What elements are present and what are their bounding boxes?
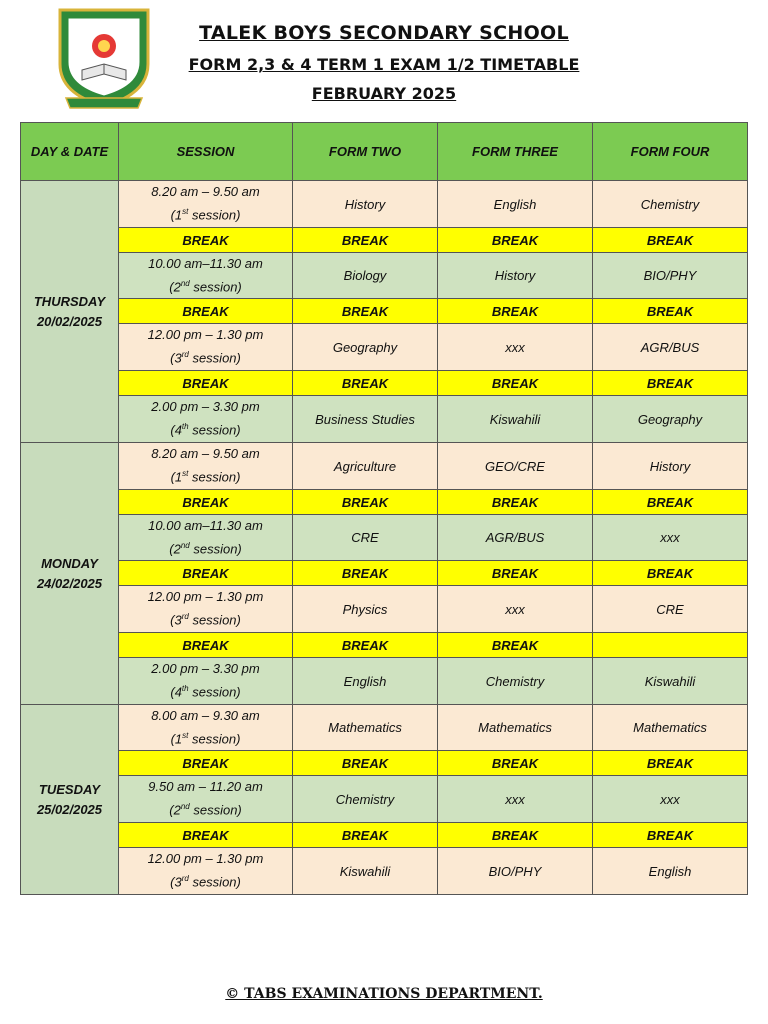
subject-cell: Chemistry — [593, 181, 748, 228]
break-cell: BREAK — [119, 633, 293, 658]
subject-cell: Business Studies — [293, 396, 438, 443]
break-cell: BREAK — [119, 823, 293, 848]
break-cell: BREAK — [438, 490, 593, 515]
session-row — [21, 396, 748, 443]
session-row — [21, 515, 748, 561]
column-header: FORM FOUR — [593, 123, 748, 181]
subject-cell: CRE — [593, 586, 748, 633]
session-time: 12.00 pm – 1.30 pm — [147, 851, 264, 867]
session-ordinal-suffix: nd — [180, 540, 190, 550]
break-row — [21, 299, 748, 324]
session-word: session — [192, 207, 237, 223]
subject-cell: History — [293, 181, 438, 228]
session-word: session — [193, 541, 238, 557]
break-cell: BREAK — [593, 299, 748, 324]
break-cell: BREAK — [593, 751, 748, 776]
page-header — [0, 0, 768, 118]
exam-title: FORM 2,3 & 4 TERM 1 EXAM 1/2 TIMETABLE — [188, 55, 580, 74]
subject-cell: History — [593, 443, 748, 490]
break-cell: BREAK — [438, 371, 593, 396]
break-cell: BREAK — [593, 371, 748, 396]
break-cell: BREAK — [438, 561, 593, 586]
session-row — [21, 324, 748, 371]
session-number: (3rd session) — [170, 350, 241, 366]
session-number: (2nd session) — [169, 540, 242, 557]
session-time-cell — [119, 396, 293, 443]
session-ordinal-suffix: nd — [180, 802, 190, 812]
session-ordinal: 3 — [174, 874, 182, 890]
subject-cell: xxx — [438, 324, 593, 371]
subject-cell: GEO/CRE — [438, 443, 593, 490]
session-number: (3rd session) — [170, 612, 241, 628]
break-row — [21, 823, 748, 848]
column-header: SESSION — [119, 123, 293, 181]
subject-cell: Biology — [293, 253, 438, 299]
session-time-cell — [119, 181, 293, 228]
session-time-cell — [119, 443, 293, 490]
day-date-cell — [21, 443, 119, 705]
break-cell: BREAK — [593, 228, 748, 253]
break-cell: BREAK — [438, 299, 593, 324]
break-cell: BREAK — [293, 823, 438, 848]
session-time-cell — [119, 776, 293, 823]
session-ordinal: 1 — [174, 469, 183, 485]
session-number: (4th session) — [170, 422, 241, 438]
break-cell: BREAK — [119, 371, 293, 396]
session-row — [21, 848, 748, 895]
session-number: (4th session) — [170, 684, 241, 700]
subject-cell: Kiswahili — [293, 848, 438, 895]
session-time-cell — [119, 848, 293, 895]
session-row — [21, 443, 748, 490]
session-ordinal: 4 — [174, 422, 182, 438]
break-cell: BREAK — [293, 633, 438, 658]
subject-cell: Mathematics — [438, 705, 593, 751]
session-ordinal: 3 — [174, 350, 182, 366]
session-time-cell — [119, 253, 293, 299]
column-header: FORM THREE — [438, 123, 593, 181]
session-word: session — [192, 684, 237, 700]
break-cell: BREAK — [293, 751, 438, 776]
session-word: session — [192, 350, 237, 366]
session-time: 12.00 pm – 1.30 pm — [147, 589, 264, 605]
break-row — [21, 228, 748, 253]
session-time: 2.00 pm – 3.30 pm — [151, 399, 260, 415]
session-ordinal-suffix: th — [181, 684, 189, 694]
school-crest-logo — [52, 6, 156, 110]
session-time-cell — [119, 658, 293, 705]
session-time-cell — [119, 324, 293, 371]
session-time: 10.00 am–11.30 am — [148, 255, 263, 271]
subject-cell: Chemistry — [293, 776, 438, 823]
day-name: THURSDAY — [33, 293, 106, 309]
exam-timetable — [20, 122, 748, 895]
session-time-cell — [119, 515, 293, 561]
footer-copyright: © TABS EXAMINATIONS DEPARTMENT. — [225, 986, 543, 1002]
session-time: 8.20 am – 9.50 am — [151, 184, 260, 200]
break-cell: BREAK — [293, 299, 438, 324]
subject-cell: Physics — [293, 586, 438, 633]
session-ordinal: 1 — [174, 731, 183, 747]
subject-cell: Chemistry — [438, 658, 593, 705]
day-date: 24/02/2025 — [36, 575, 103, 591]
session-number: (1st session) — [170, 730, 241, 747]
subject-cell: xxx — [438, 586, 593, 633]
break-cell: BREAK — [593, 490, 748, 515]
session-row — [21, 586, 748, 633]
subject-cell: BIO/PHY — [438, 848, 593, 895]
session-number: (1st session) — [170, 469, 241, 485]
day-name: MONDAY — [41, 555, 98, 571]
session-row — [21, 776, 748, 823]
break-row — [21, 561, 748, 586]
session-number: (3rd session) — [170, 874, 241, 890]
session-ordinal: 4 — [174, 684, 182, 700]
session-ordinal-suffix: rd — [181, 350, 189, 360]
session-word: session — [192, 422, 237, 438]
session-ordinal-suffix: nd — [180, 278, 190, 288]
session-number: (2nd session) — [169, 802, 242, 818]
session-ordinal-suffix: st — [182, 469, 189, 479]
session-word: session — [192, 731, 237, 747]
day-name: TUESDAY — [38, 781, 101, 797]
day-date: 25/02/2025 — [36, 801, 103, 817]
session-time: 8.20 am – 9.50 am — [151, 446, 260, 462]
school-name: TALEK BOYS SECONDARY SCHOOL — [199, 22, 569, 44]
break-cell: BREAK — [593, 561, 748, 586]
break-row — [21, 371, 748, 396]
break-cell: BREAK — [119, 299, 293, 324]
subject-cell: Kiswahili — [438, 396, 593, 443]
session-row — [21, 181, 748, 228]
session-row — [21, 658, 748, 705]
subject-cell: English — [293, 658, 438, 705]
session-word: session — [193, 279, 238, 295]
break-cell: BREAK — [119, 751, 293, 776]
session-time-cell — [119, 705, 293, 751]
break-cell: BREAK — [119, 561, 293, 586]
subject-cell: AGR/BUS — [438, 515, 593, 561]
subject-cell: History — [438, 253, 593, 299]
column-header: DAY & DATE — [21, 123, 119, 181]
session-ordinal-suffix: rd — [181, 612, 189, 622]
subject-cell: Geography — [593, 396, 748, 443]
session-number: (1st session) — [170, 207, 241, 223]
subject-cell: xxx — [593, 776, 748, 823]
session-number: (2nd session) — [169, 278, 242, 295]
break-cell — [593, 633, 748, 658]
column-header: FORM TWO — [293, 123, 438, 181]
subject-cell: English — [438, 181, 593, 228]
session-time: 8.00 am – 9.30 am — [151, 707, 260, 723]
session-time: 9.50 am – 11.20 am — [148, 779, 263, 795]
break-row — [21, 490, 748, 515]
break-cell: BREAK — [119, 490, 293, 515]
break-cell: BREAK — [438, 751, 593, 776]
subject-cell: Mathematics — [293, 705, 438, 751]
day-date-cell — [21, 705, 119, 895]
table-header-row — [21, 123, 748, 181]
session-ordinal: 3 — [174, 612, 182, 628]
subject-cell: AGR/BUS — [593, 324, 748, 371]
break-cell: BREAK — [293, 228, 438, 253]
break-cell: BREAK — [438, 228, 593, 253]
session-ordinal-suffix: th — [181, 422, 189, 432]
break-cell: BREAK — [119, 228, 293, 253]
break-cell: BREAK — [293, 490, 438, 515]
subject-cell: CRE — [293, 515, 438, 561]
break-cell: BREAK — [593, 823, 748, 848]
subject-cell: Kiswahili — [593, 658, 748, 705]
session-ordinal: 1 — [174, 207, 183, 223]
session-time: 12.00 pm – 1.30 pm — [147, 327, 264, 343]
subject-cell: xxx — [593, 515, 748, 561]
session-ordinal: 2 — [173, 541, 181, 557]
session-ordinal-suffix: st — [182, 207, 189, 217]
session-time: 2.00 pm – 3.30 pm — [151, 661, 260, 677]
subject-cell: BIO/PHY — [593, 253, 748, 299]
exam-month: FEBRUARY 2025 — [311, 84, 457, 103]
day-date: 20/02/2025 — [36, 313, 103, 329]
subject-cell: Geography — [293, 324, 438, 371]
break-row — [21, 751, 748, 776]
session-ordinal-suffix: rd — [181, 874, 189, 884]
session-word: session — [192, 612, 237, 628]
break-cell: BREAK — [293, 561, 438, 586]
session-row — [21, 705, 748, 751]
subject-cell: English — [593, 848, 748, 895]
break-row — [21, 633, 748, 658]
session-ordinal-suffix: st — [182, 730, 189, 740]
break-cell: BREAK — [438, 823, 593, 848]
subject-cell: Mathematics — [593, 705, 748, 751]
session-word: session — [192, 874, 237, 890]
session-row — [21, 253, 748, 299]
session-ordinal: 2 — [173, 279, 181, 295]
break-cell: BREAK — [293, 371, 438, 396]
subject-cell: Agriculture — [293, 443, 438, 490]
session-time: 10.00 am–11.30 am — [148, 517, 263, 533]
session-ordinal: 2 — [173, 802, 181, 818]
session-word: session — [192, 469, 237, 485]
session-word: session — [193, 802, 238, 818]
day-date-cell — [21, 181, 119, 443]
break-cell: BREAK — [438, 633, 593, 658]
subject-cell: xxx — [438, 776, 593, 823]
session-time-cell — [119, 586, 293, 633]
